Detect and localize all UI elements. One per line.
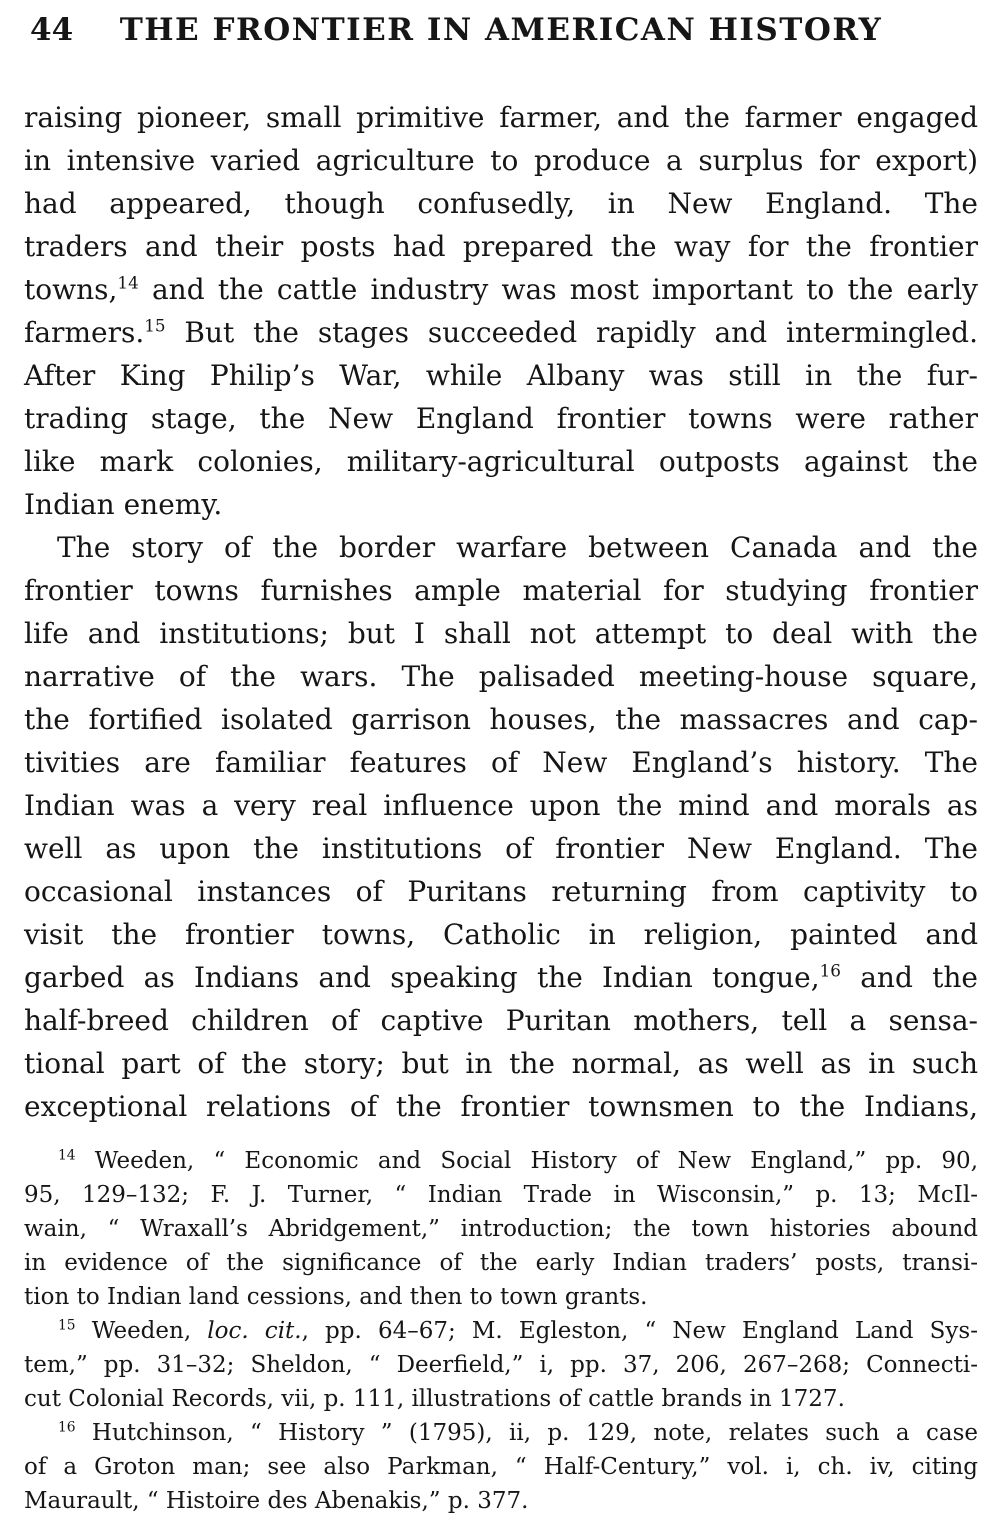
footnote-text-line [24, 1246, 978, 1280]
footnote-text-line [24, 1382, 978, 1416]
footnote-marker: 14 [117, 272, 139, 293]
running-title: THE FRONTIER IN AMERICAN HISTORY [119, 12, 883, 48]
footnote-text-line [24, 1314, 978, 1348]
text-segment: wain, “ Wraxall’s Abridgement,” introduction; the town histories abound [24, 1216, 978, 1242]
body-text-line [24, 182, 978, 225]
text-segment: Maurault, “ Histoire des Abenakis,” p. 377. [24, 1488, 529, 1514]
text-segment: raising pioneer, small primitive farmer, and the farmer engaged [24, 101, 978, 134]
body-text-line [24, 827, 978, 870]
body-text-line [24, 655, 978, 698]
text-segment: of a Groton man; see also Parkman, “ Half-Century,” vol. i, ch. iv, citing [24, 1454, 978, 1480]
body-text-line [24, 698, 978, 741]
text-segment: trading stage, the New England frontier towns were rather [24, 402, 978, 435]
text-segment: towns, [24, 273, 118, 306]
text-segment: like mark colonies, military-agricultural outposts against the [24, 445, 978, 478]
text-segment: 95, 129–132; F. J. Turner, “ Indian Trade in Wisconsin,” p. 13; McIl- [24, 1182, 978, 1208]
text-segment: exceptional relations of the frontier townsmen to the Indians, [24, 1090, 978, 1123]
footnote-text-line [24, 1416, 978, 1450]
body-text-line [24, 96, 978, 139]
body-text-line [24, 784, 978, 827]
text-segment: and the [840, 961, 978, 994]
body-text-line [24, 440, 978, 483]
body-text-line [24, 956, 978, 999]
footnote-marker: 15 [144, 315, 166, 336]
text-segment: tion to Indian land cessions, and then to town grants. [24, 1284, 648, 1310]
footnote-marker: 16 [58, 1419, 76, 1436]
text-segment: visit the frontier towns, Catholic in religion, painted and [24, 918, 978, 951]
footnote-2 [24, 1314, 978, 1416]
text-segment: had appeared, though confusedly, in New England. The [24, 187, 978, 220]
footnote-text-line [24, 1212, 978, 1246]
body-text-line [24, 483, 978, 526]
body-text-line [24, 1042, 978, 1085]
body-text-line [24, 139, 978, 182]
body-paragraph-1 [24, 96, 978, 526]
text-segment: in evidence of the significance of the early Indian traders’ posts, transi- [24, 1250, 978, 1276]
text-segment: Weeden, “ Economic and Social History of New England,” pp. 90, [75, 1148, 978, 1174]
footnote-text-line [24, 1450, 978, 1484]
footnote-text-line [24, 1280, 978, 1314]
body-text-line [24, 870, 978, 913]
text-segment: farmers. [24, 316, 145, 349]
text-segment: Indian was a very real influence upon the mind and morals as [24, 789, 978, 822]
italic-text-segment: loc. cit. [207, 1318, 302, 1344]
footnote-marker: 16 [819, 960, 841, 981]
footnote-text-line [24, 1178, 978, 1212]
body-text-line [24, 311, 978, 354]
text-segment: After King Philip’s War, while Albany was still in the fur- [24, 359, 978, 392]
text-segment: the fortified isolated garrison houses, the massacres and cap- [24, 703, 978, 736]
page-header [24, 12, 978, 52]
text-segment: tem,” pp. 31–32; Sheldon, “ Deerfield,” i, pp. 37, 206, 267–268; Connecti- [24, 1352, 978, 1378]
text-segment: life and institutions; but I shall not attempt to deal with the [24, 617, 978, 650]
text-segment: tional part of the story; but in the normal, as well as in such [24, 1047, 978, 1080]
body-text-line [24, 397, 978, 440]
text-segment: traders and their posts had prepared the way for the frontier [24, 230, 978, 263]
text-segment: and the cattle industry was most important to the early [138, 273, 978, 306]
text-segment: well as upon the institutions of frontier New England. The [24, 832, 978, 865]
text-segment: narrative of the wars. The palisaded meeting-house square, [24, 660, 978, 693]
body-text-line [24, 612, 978, 655]
footnote-text-line [24, 1144, 978, 1178]
text-segment: tivities are familiar features of New England’s history. The [24, 746, 978, 779]
body-text-line [24, 1085, 978, 1128]
text-segment: in intensive varied agriculture to produce a surplus for export) [24, 144, 978, 177]
text-segment: half-breed children of captive Puritan mothers, tell a sensa- [24, 1004, 978, 1037]
body-text-line [24, 913, 978, 956]
footnote-text-line [24, 1348, 978, 1382]
body-text-line [24, 268, 978, 311]
text-segment: garbed as Indians and speaking the Indian tongue, [24, 961, 820, 994]
body-text-line [24, 999, 978, 1042]
footnote-marker: 15 [58, 1317, 76, 1334]
footnote-marker: 14 [58, 1147, 76, 1164]
text-segment: But the stages succeeded rapidly and intermingled. [165, 316, 978, 349]
footnote-text-line [24, 1484, 978, 1518]
text-segment: cut Colonial Records, vii, p. 111, illustrations of cattle brands in 1727. [24, 1386, 845, 1412]
footnote-3 [24, 1416, 978, 1518]
text-segment: Weeden, [75, 1318, 208, 1344]
text-segment: occasional instances of Puritans returning from captivity to [24, 875, 978, 908]
body-text-line [24, 569, 978, 612]
page-number: 44 [30, 12, 74, 48]
body-text [24, 96, 978, 1128]
text-segment: Indian enemy. [24, 488, 223, 521]
footnotes [24, 1144, 978, 1518]
text-segment: frontier towns furnishes ample material for studying frontier [24, 574, 978, 607]
body-paragraph-2 [24, 526, 978, 1128]
text-segment: The story of the border warfare between Canada and the [57, 531, 978, 564]
footnote-1 [24, 1144, 978, 1314]
body-text-line [24, 225, 978, 268]
text-segment: Hutchinson, “ History ” (1795), ii, p. 129, note, relates such a case [75, 1420, 978, 1446]
body-text-line [24, 354, 978, 397]
body-text-line [24, 526, 978, 569]
body-text-line [24, 741, 978, 784]
text-segment: , pp. 64–67; M. Egleston, “ New England Land Sys- [301, 1318, 978, 1344]
